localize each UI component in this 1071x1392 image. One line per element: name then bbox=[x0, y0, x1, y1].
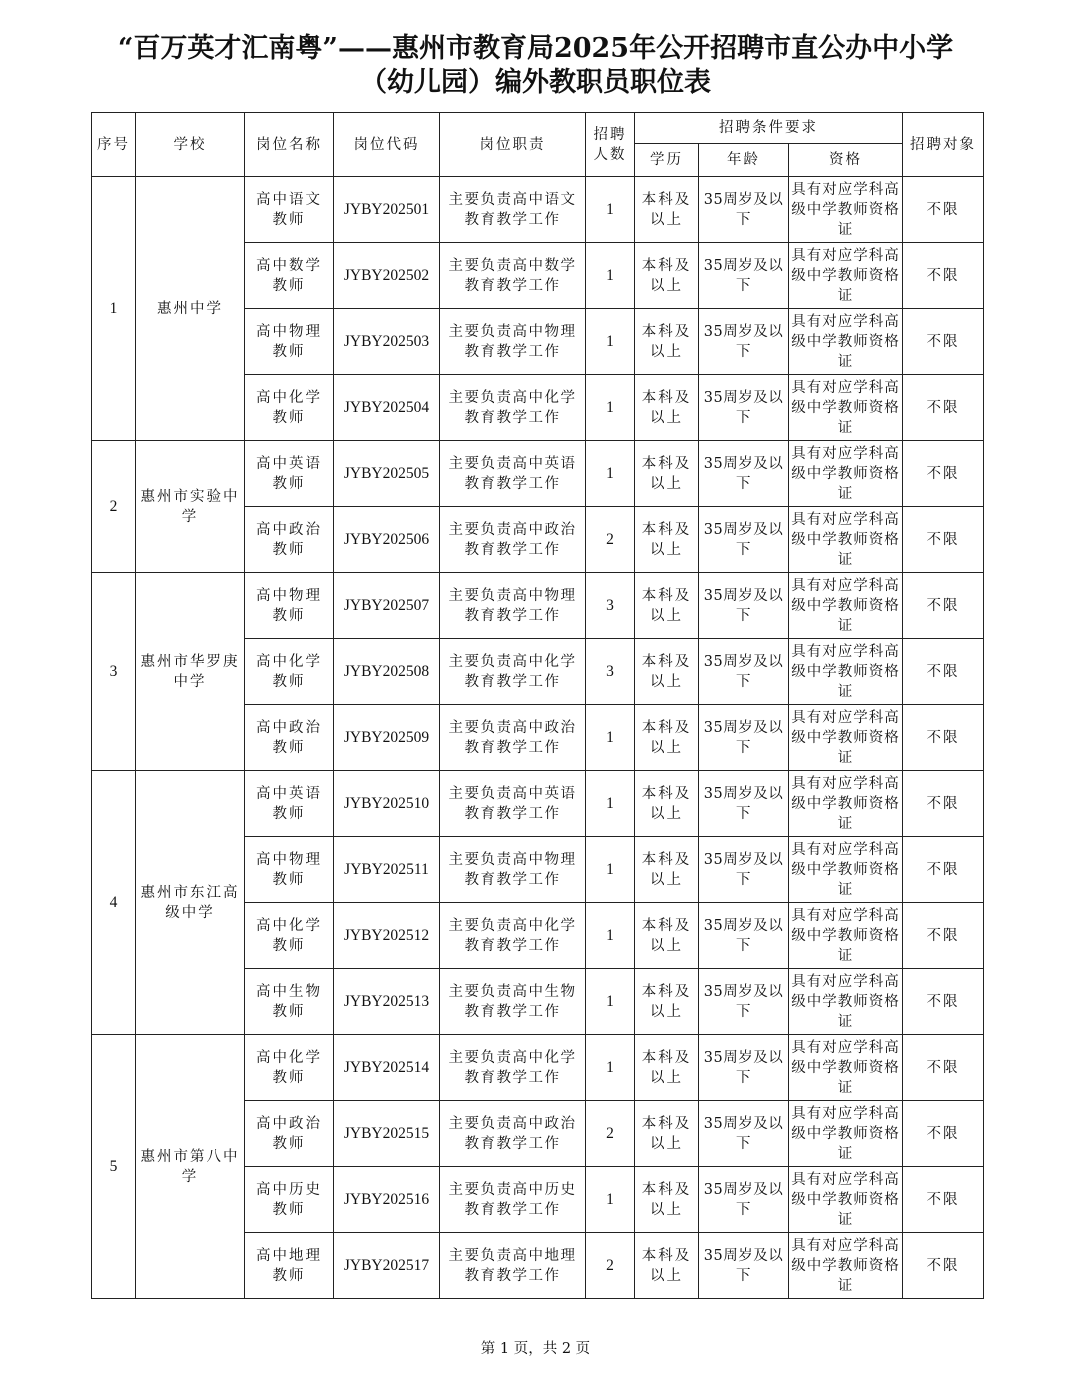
education-cell: 本科及以上 bbox=[635, 837, 699, 903]
education-cell: 本科及以上 bbox=[635, 705, 699, 771]
post-code-cell: JYBY202515 bbox=[334, 1101, 440, 1167]
qualification-cell: 具有对应学科高级中学教师资格证 bbox=[789, 1101, 903, 1167]
post-name-cell: 高中英语教师 bbox=[245, 441, 334, 507]
seq-cell: 3 bbox=[92, 573, 136, 771]
duty-cell: 主要负责高中化学教育教学工作 bbox=[440, 1035, 586, 1101]
header-age: 年龄 bbox=[699, 144, 789, 177]
count-cell: 1 bbox=[586, 1167, 635, 1233]
count-cell: 1 bbox=[586, 441, 635, 507]
age-cell: 35周岁及以下 bbox=[699, 1167, 789, 1233]
post-name-cell: 高中英语教师 bbox=[245, 771, 334, 837]
post-name-cell: 高中政治教师 bbox=[245, 1101, 334, 1167]
post-name-cell: 高中语文教师 bbox=[245, 177, 334, 243]
age-cell: 35周岁及以下 bbox=[699, 375, 789, 441]
age-cell: 35周岁及以下 bbox=[699, 903, 789, 969]
count-cell: 1 bbox=[586, 309, 635, 375]
post-code-cell: JYBY202512 bbox=[334, 903, 440, 969]
count-cell: 1 bbox=[586, 969, 635, 1035]
education-cell: 本科及以上 bbox=[635, 507, 699, 573]
positions-body bbox=[92, 177, 984, 1299]
count-cell: 1 bbox=[586, 771, 635, 837]
count-cell: 1 bbox=[586, 375, 635, 441]
age-cell: 35周岁及以下 bbox=[699, 573, 789, 639]
school-cell: 惠州市东江高级中学 bbox=[136, 771, 245, 1035]
header-education: 学历 bbox=[635, 144, 699, 177]
target-cell: 不限 bbox=[903, 243, 984, 309]
target-cell: 不限 bbox=[903, 375, 984, 441]
target-cell: 不限 bbox=[903, 507, 984, 573]
target-cell: 不限 bbox=[903, 1101, 984, 1167]
qualification-cell: 具有对应学科高级中学教师资格证 bbox=[789, 771, 903, 837]
school-cell: 惠州市第八中学 bbox=[136, 1035, 245, 1299]
education-cell: 本科及以上 bbox=[635, 243, 699, 309]
positions-table bbox=[91, 112, 984, 1299]
post-name-cell: 高中生物教师 bbox=[245, 969, 334, 1035]
header-school: 学校 bbox=[136, 113, 245, 177]
post-name-cell: 高中政治教师 bbox=[245, 507, 334, 573]
post-code-cell: JYBY202514 bbox=[334, 1035, 440, 1101]
education-cell: 本科及以上 bbox=[635, 1035, 699, 1101]
age-cell: 35周岁及以下 bbox=[699, 639, 789, 705]
target-cell: 不限 bbox=[903, 309, 984, 375]
qualification-cell: 具有对应学科高级中学教师资格证 bbox=[789, 441, 903, 507]
post-code-cell: JYBY202504 bbox=[334, 375, 440, 441]
post-code-cell: JYBY202513 bbox=[334, 969, 440, 1035]
post-name-cell: 高中地理教师 bbox=[245, 1233, 334, 1299]
count-cell: 1 bbox=[586, 243, 635, 309]
qualification-cell: 具有对应学科高级中学教师资格证 bbox=[789, 1035, 903, 1101]
target-cell: 不限 bbox=[903, 1233, 984, 1299]
count-cell: 3 bbox=[586, 573, 635, 639]
post-code-cell: JYBY202505 bbox=[334, 441, 440, 507]
qualification-cell: 具有对应学科高级中学教师资格证 bbox=[789, 639, 903, 705]
target-cell: 不限 bbox=[903, 639, 984, 705]
post-name-cell: 高中化学教师 bbox=[245, 375, 334, 441]
table-row bbox=[92, 441, 984, 507]
target-cell: 不限 bbox=[903, 573, 984, 639]
education-cell: 本科及以上 bbox=[635, 441, 699, 507]
header-row bbox=[92, 113, 984, 144]
qualification-cell: 具有对应学科高级中学教师资格证 bbox=[789, 375, 903, 441]
age-cell: 35周岁及以下 bbox=[699, 243, 789, 309]
school-cell: 惠州市华罗庚中学 bbox=[136, 573, 245, 771]
age-cell: 35周岁及以下 bbox=[699, 771, 789, 837]
count-cell: 1 bbox=[586, 837, 635, 903]
post-name-cell: 高中化学教师 bbox=[245, 639, 334, 705]
duty-cell: 主要负责高中物理教育教学工作 bbox=[440, 837, 586, 903]
education-cell: 本科及以上 bbox=[635, 1101, 699, 1167]
education-cell: 本科及以上 bbox=[635, 375, 699, 441]
post-name-cell: 高中物理教师 bbox=[245, 837, 334, 903]
duty-cell: 主要负责高中物理教育教学工作 bbox=[440, 309, 586, 375]
count-cell: 2 bbox=[586, 507, 635, 573]
duty-cell: 主要负责高中英语教育教学工作 bbox=[440, 771, 586, 837]
qualification-cell: 具有对应学科高级中学教师资格证 bbox=[789, 177, 903, 243]
education-cell: 本科及以上 bbox=[635, 771, 699, 837]
table-row bbox=[92, 573, 984, 639]
age-cell: 35周岁及以下 bbox=[699, 1233, 789, 1299]
document-title-line1: “百万英才汇南粤”——惠州市教育局2025年公开招聘市直公办中小学 bbox=[117, 33, 954, 64]
duty-cell: 主要负责高中化学教育教学工作 bbox=[440, 375, 586, 441]
qualification-cell: 具有对应学科高级中学教师资格证 bbox=[789, 243, 903, 309]
target-cell: 不限 bbox=[903, 1167, 984, 1233]
qualification-cell: 具有对应学科高级中学教师资格证 bbox=[789, 573, 903, 639]
count-cell: 1 bbox=[586, 177, 635, 243]
target-cell: 不限 bbox=[903, 837, 984, 903]
header-seq: 序号 bbox=[92, 113, 136, 177]
post-name-cell: 高中政治教师 bbox=[245, 705, 334, 771]
seq-cell: 4 bbox=[92, 771, 136, 1035]
target-cell: 不限 bbox=[903, 903, 984, 969]
qualification-cell: 具有对应学科高级中学教师资格证 bbox=[789, 705, 903, 771]
table-row bbox=[92, 177, 984, 243]
post-code-cell: JYBY202517 bbox=[334, 1233, 440, 1299]
post-code-cell: JYBY202501 bbox=[334, 177, 440, 243]
table-row bbox=[92, 1035, 984, 1101]
page-footer: 第 1 页，共 2 页 bbox=[480, 1341, 591, 1357]
target-cell: 不限 bbox=[903, 771, 984, 837]
post-name-cell: 高中物理教师 bbox=[245, 573, 334, 639]
header-post-name: 岗位名称 bbox=[245, 113, 334, 177]
age-cell: 35周岁及以下 bbox=[699, 507, 789, 573]
post-code-cell: JYBY202503 bbox=[334, 309, 440, 375]
seq-cell: 1 bbox=[92, 177, 136, 441]
post-code-cell: JYBY202509 bbox=[334, 705, 440, 771]
post-name-cell: 高中历史教师 bbox=[245, 1167, 334, 1233]
age-cell: 35周岁及以下 bbox=[699, 969, 789, 1035]
post-code-cell: JYBY202511 bbox=[334, 837, 440, 903]
school-cell: 惠州市实验中学 bbox=[136, 441, 245, 573]
target-cell: 不限 bbox=[903, 177, 984, 243]
header-post-code: 岗位代码 bbox=[334, 113, 440, 177]
header-qualification: 资格 bbox=[789, 144, 903, 177]
duty-cell: 主要负责高中化学教育教学工作 bbox=[440, 639, 586, 705]
qualification-cell: 具有对应学科高级中学教师资格证 bbox=[789, 1167, 903, 1233]
age-cell: 35周岁及以下 bbox=[699, 441, 789, 507]
duty-cell: 主要负责高中生物教育教学工作 bbox=[440, 969, 586, 1035]
target-cell: 不限 bbox=[903, 705, 984, 771]
count-cell: 2 bbox=[586, 1101, 635, 1167]
header-count: 招聘人数 bbox=[586, 113, 635, 177]
count-cell: 1 bbox=[586, 903, 635, 969]
post-code-cell: JYBY202508 bbox=[334, 639, 440, 705]
post-code-cell: JYBY202507 bbox=[334, 573, 440, 639]
school-cell: 惠州中学 bbox=[136, 177, 245, 441]
age-cell: 35周岁及以下 bbox=[699, 309, 789, 375]
post-name-cell: 高中化学教师 bbox=[245, 1035, 334, 1101]
education-cell: 本科及以上 bbox=[635, 177, 699, 243]
post-code-cell: JYBY202506 bbox=[334, 507, 440, 573]
table-row bbox=[92, 771, 984, 837]
age-cell: 35周岁及以下 bbox=[699, 177, 789, 243]
target-cell: 不限 bbox=[903, 1035, 984, 1101]
duty-cell: 主要负责高中数学教育教学工作 bbox=[440, 243, 586, 309]
qualification-cell: 具有对应学科高级中学教师资格证 bbox=[789, 837, 903, 903]
qualification-cell: 具有对应学科高级中学教师资格证 bbox=[789, 309, 903, 375]
header-requirements: 招聘条件要求 bbox=[635, 113, 903, 144]
education-cell: 本科及以上 bbox=[635, 309, 699, 375]
duty-cell: 主要负责高中英语教育教学工作 bbox=[440, 441, 586, 507]
post-name-cell: 高中化学教师 bbox=[245, 903, 334, 969]
education-cell: 本科及以上 bbox=[635, 969, 699, 1035]
duty-cell: 主要负责高中政治教育教学工作 bbox=[440, 705, 586, 771]
education-cell: 本科及以上 bbox=[635, 639, 699, 705]
education-cell: 本科及以上 bbox=[635, 1233, 699, 1299]
age-cell: 35周岁及以下 bbox=[699, 705, 789, 771]
education-cell: 本科及以上 bbox=[635, 1167, 699, 1233]
seq-cell: 2 bbox=[92, 441, 136, 573]
header-target: 招聘对象 bbox=[903, 113, 984, 177]
age-cell: 35周岁及以下 bbox=[699, 1035, 789, 1101]
seq-cell: 5 bbox=[92, 1035, 136, 1299]
age-cell: 35周岁及以下 bbox=[699, 837, 789, 903]
header-duty: 岗位职责 bbox=[440, 113, 586, 177]
count-cell: 1 bbox=[586, 1035, 635, 1101]
post-name-cell: 高中数学教师 bbox=[245, 243, 334, 309]
document-title-line2: （幼儿园）编外教职员职位表 bbox=[360, 67, 711, 98]
post-name-cell: 高中物理教师 bbox=[245, 309, 334, 375]
post-code-cell: JYBY202502 bbox=[334, 243, 440, 309]
count-cell: 1 bbox=[586, 705, 635, 771]
post-code-cell: JYBY202516 bbox=[334, 1167, 440, 1233]
qualification-cell: 具有对应学科高级中学教师资格证 bbox=[789, 1233, 903, 1299]
count-cell: 2 bbox=[586, 1233, 635, 1299]
duty-cell: 主要负责高中物理教育教学工作 bbox=[440, 573, 586, 639]
post-code-cell: JYBY202510 bbox=[334, 771, 440, 837]
duty-cell: 主要负责高中地理教育教学工作 bbox=[440, 1233, 586, 1299]
education-cell: 本科及以上 bbox=[635, 573, 699, 639]
target-cell: 不限 bbox=[903, 441, 984, 507]
duty-cell: 主要负责高中政治教育教学工作 bbox=[440, 1101, 586, 1167]
duty-cell: 主要负责高中历史教育教学工作 bbox=[440, 1167, 586, 1233]
qualification-cell: 具有对应学科高级中学教师资格证 bbox=[789, 903, 903, 969]
qualification-cell: 具有对应学科高级中学教师资格证 bbox=[789, 969, 903, 1035]
duty-cell: 主要负责高中化学教育教学工作 bbox=[440, 903, 586, 969]
age-cell: 35周岁及以下 bbox=[699, 1101, 789, 1167]
count-cell: 3 bbox=[586, 639, 635, 705]
duty-cell: 主要负责高中政治教育教学工作 bbox=[440, 507, 586, 573]
target-cell: 不限 bbox=[903, 969, 984, 1035]
duty-cell: 主要负责高中语文教育教学工作 bbox=[440, 177, 586, 243]
education-cell: 本科及以上 bbox=[635, 903, 699, 969]
qualification-cell: 具有对应学科高级中学教师资格证 bbox=[789, 507, 903, 573]
